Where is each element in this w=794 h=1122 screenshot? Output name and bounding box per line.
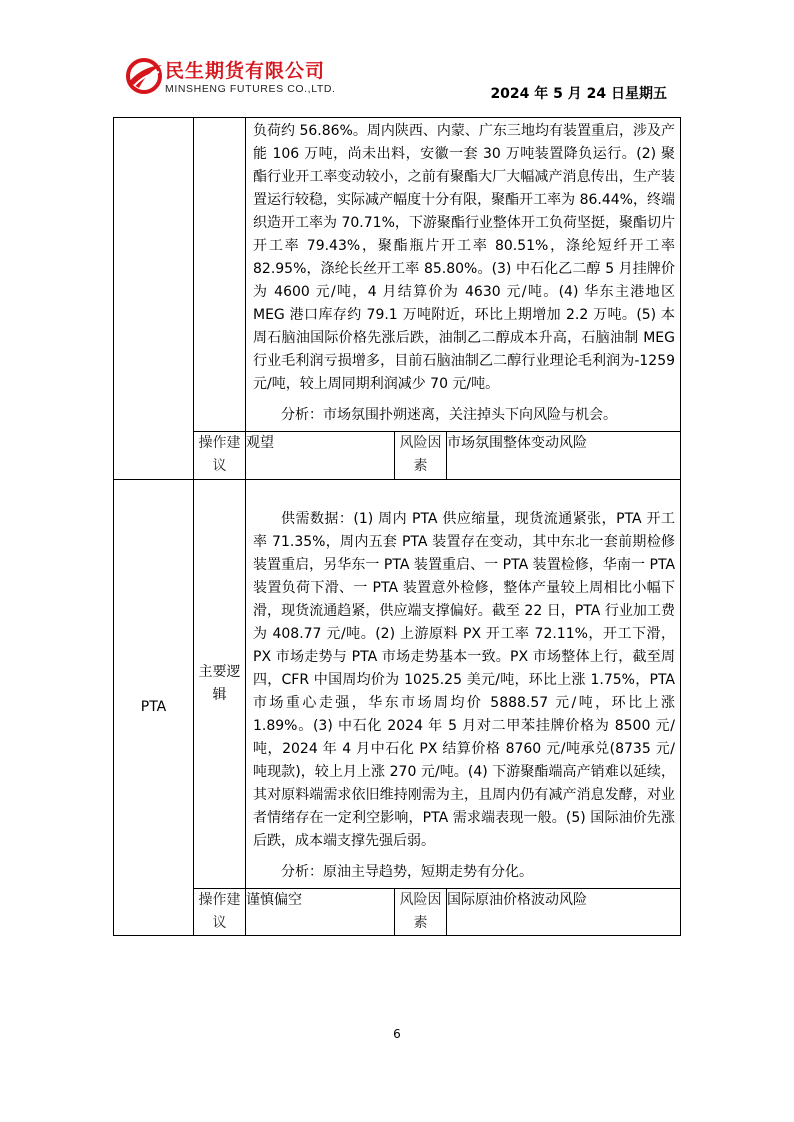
report-date: 2024 年 5 月 24 日星期五: [490, 86, 667, 102]
meg-operation-row: [114, 432, 681, 480]
meg-logic-cell: [246, 118, 681, 432]
page-header: [0, 0, 794, 110]
meg-logic-text: 负荷约 56.86%。周内陕西、内蒙、广东三地均有装置重启，涉及产能 106 万吨，尚未出料，安徽一套 30 万吨装置降负运行。(2) 聚酯行业开工率变动较小，之前有聚酯大厂大幅减产消息传出，生产装置运行较稳，实际减产幅度十分有限，聚酯开工率为 86.44%，终端织造开工率为 70.71%，下游聚酯行业整体开工负荷坚挺，聚酯切片开工率 79.43%，聚酯瓶片开工率 80.51%，涤纶短纤开工率 82.95%，涤纶长丝开工率 85.80%。(3) 中石化乙二醇 5 月挂牌价为 4600 元/吨，4 月结算价为 4630 元/吨。(4) 华东主港地区 MEG 港口库存约 79.1 万吨附近，环比上期增加 2.2 万吨。(5) 本周石脑油国际价格先涨后跌，油制乙二醇成本升高，石脑油制 MEG 行业毛利润亏损增多，目前石脑油制乙二醇行业理论毛利润为-1259 元/吨，较上周同期利润减少 70 元/吨。: [253, 123, 676, 392]
meg-logic-row: [114, 118, 681, 432]
pta-product-cell: PTA: [114, 480, 194, 936]
meg-operation-label: 操作建议: [194, 432, 246, 480]
pta-logic-label: 主要逻辑: [194, 480, 246, 889]
page-number: 6: [393, 1027, 401, 1041]
minsheng-logo-icon: [125, 56, 163, 96]
pta-logic-cell: [246, 480, 681, 889]
pta-operation-value: 谨慎偏空: [246, 889, 395, 936]
company-name-en: MINSHENG FUTURES CO.,LTD.: [165, 83, 336, 95]
company-logo: [125, 56, 365, 104]
meg-risk-label: 风险因素: [395, 432, 447, 480]
meg-product-cell: [114, 118, 194, 480]
pta-risk-value: 国际原油价格波动风险: [447, 889, 681, 936]
pta-risk-label: 风险因素: [395, 889, 447, 936]
meg-analysis-text: 分析：市场氛围扑朔迷离，关注掉头下向风险与机会。: [281, 407, 617, 423]
pta-operation-row: [114, 889, 681, 936]
company-name-cn: 民生期货有限公司: [165, 60, 326, 82]
meg-risk-value: 市场氛围整体变动风险: [447, 432, 681, 480]
pta-analysis-text: 分析：原油主导趋势，短期走势有分化。: [281, 864, 533, 880]
pta-logic-row: [114, 480, 681, 889]
pta-logic-text: 供需数据：(1) 周内 PTA 供应缩量，现货流通紧张，PTA 开工率 71.35%，周内五套 PTA 装置存在变动，其中东北一套前期检修装置重启，另华东一 PTA 装置重启、一 PTA 装置检修，华南一 PTA 装置负荷下滑、一 PTA 装置意外检修，整体产量较上周相比小幅下滑，现货流通趋紧，供应端支撑偏好。截至 22 日，PTA 行业加工费为 408.77 元/吨。(2) 上游原料 PX 开工率 72.11%，开工下滑，PX 市场走势与 PTA 市场走势基本一致。PX 市场整体上行，截至周四，CFR 中国周均价为 1025.25 美元/吨，环比上涨 1.75%，PTA 市场重心走强，华东市场周均价 5888.57 元/吨，环比上涨 1.89%。(3) 中石化 2024 年 5 月对二甲苯挂牌价格为 8500 元/吨，2024 年 4 月中石化 PX 结算价格 8760 元/吨承兑(8735 元/吨现款)，较上月上涨 270 元/吨。(4) 下游聚酯端高产销难以延续，其对原料端需求依旧维持刚需为主，且周内仍有减产消息发酵，对业者情绪存在一定利空影响，PTA 需求端表现一般。(5) 国际油价先涨后跌，成本端支撑先强后弱。: [253, 511, 676, 849]
pta-operation-label: 操作建议: [194, 889, 246, 936]
meg-logic-label-cell: [194, 118, 246, 432]
analysis-table: [113, 117, 681, 936]
meg-operation-value: 观望: [246, 432, 395, 480]
